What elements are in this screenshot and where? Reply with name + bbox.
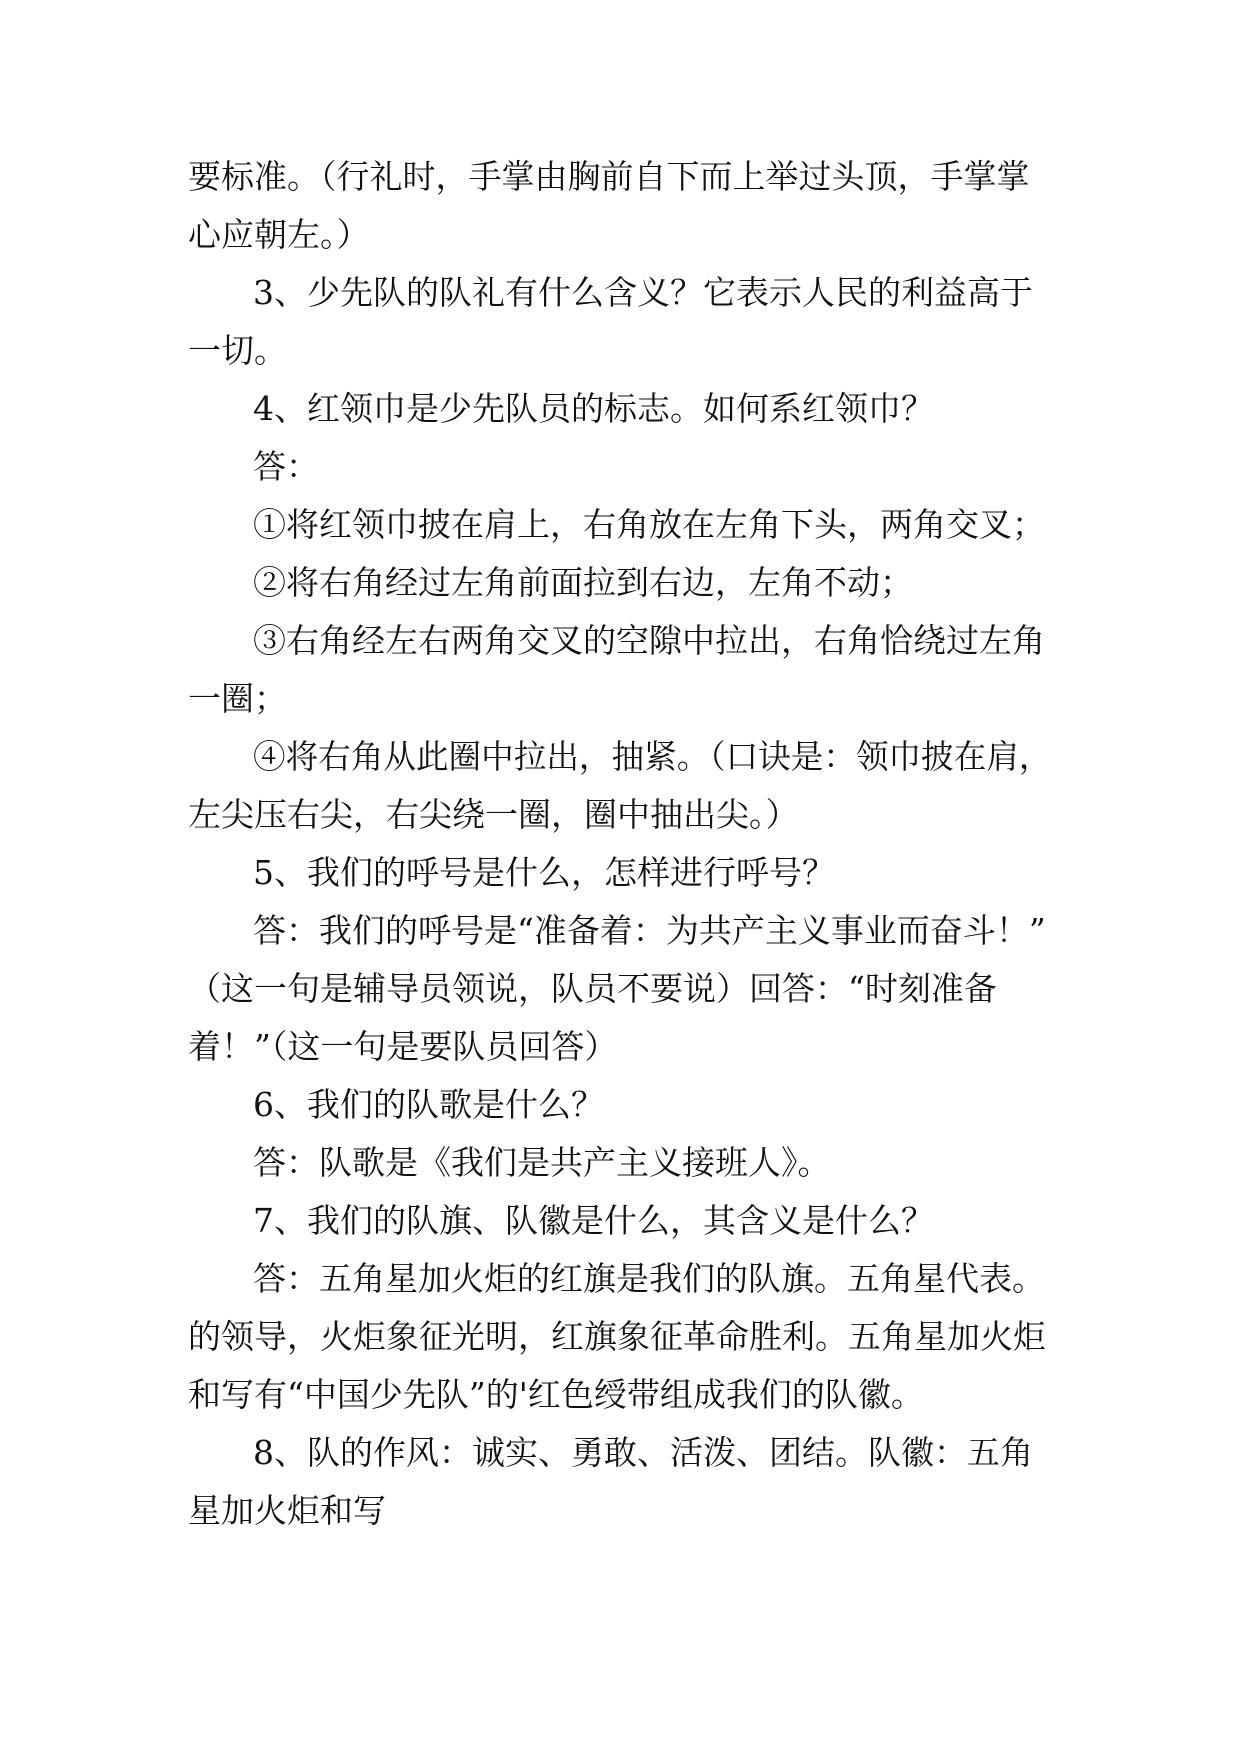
text-line: 答： — [253, 447, 319, 486]
text-line: ①将红领巾披在肩上，右角放在左角下头，两角交叉； — [253, 505, 1045, 544]
text-line: 5、我们的呼号是什么，怎样进行呼号？ — [253, 853, 835, 892]
text-line: 答：我们的呼号是“准备着：为共产主义事业而奋斗！” — [253, 911, 1046, 950]
text-line: 和写有“中国少先队”的'红色绶带组成我们的队徽。 — [188, 1375, 924, 1414]
text-line: ④将右角从此圈中拉出，抽紧。（口诀是：领巾披在肩， — [253, 737, 1052, 776]
text-line: 4、红领巾是少先队员的标志。如何系红领巾？ — [253, 389, 934, 428]
text-line: （这一句是辅导员领说，队员不要说）回答：“时刻准备 — [188, 969, 997, 1008]
text-line: 3、少先队的队礼有什么含义？它表示人民的利益高于 — [253, 273, 1033, 312]
text-line: 一切。 — [188, 331, 287, 370]
text-line: ③右角经左右两角交叉的空隙中拉出，右角恰绕过左角 — [253, 621, 1045, 660]
text-line: 心应朝左。） — [188, 215, 370, 254]
text-line: 7、我们的队旗、队徽是什么，其含义是什么？ — [253, 1201, 934, 1240]
text-line: 一圈； — [188, 679, 287, 718]
text-line: 答：五角星加火炬的红旗是我们的队旗。五角星代表。 — [253, 1259, 1045, 1298]
text-line: 8、队的作风：诚实、勇敢、活泼、团结。队徽：五角 — [253, 1433, 1033, 1472]
text-line: 着！”（这一句是要队员回答） — [188, 1027, 618, 1066]
text-line: 要标准。（行礼时，手掌由胸前自下而上举过头顶，手掌掌 — [188, 157, 1030, 196]
text-line: 的领导，火炬象征光明，红旗象征革命胜利。五角星加火炬 — [188, 1317, 1046, 1356]
text-line: 左尖压右尖，右尖绕一圈，圈中抽出尖。） — [188, 795, 799, 834]
text-line: 星加火炬和写 — [188, 1491, 386, 1530]
text-line: 答：队歌是《我们是共产主义接班人》。 — [253, 1143, 831, 1182]
text-line: ②将右角经过左角前面拉到右边，左角不动； — [253, 563, 913, 602]
text-line: 6、我们的队歌是什么？ — [253, 1085, 604, 1124]
